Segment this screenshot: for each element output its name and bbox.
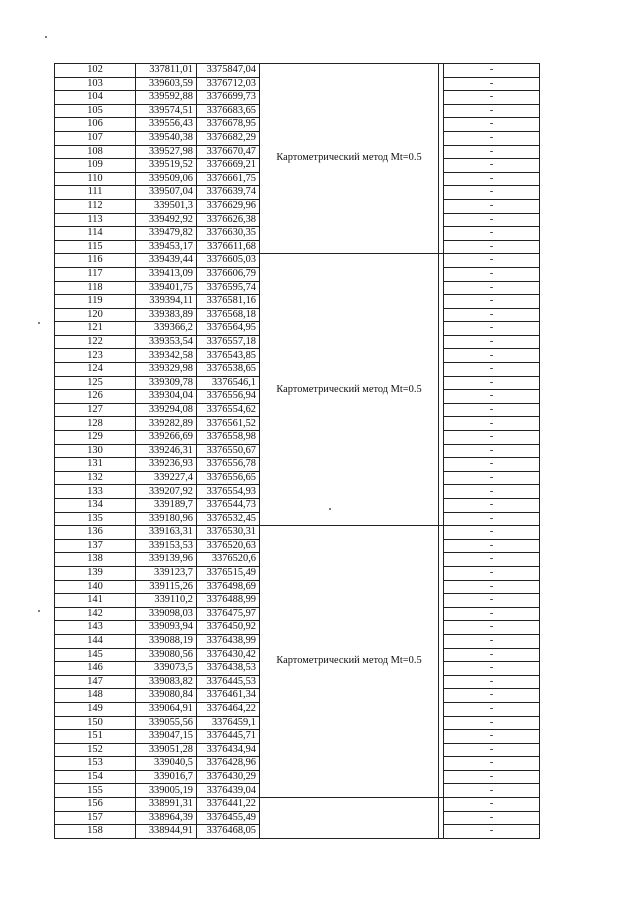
y-coordinate-cell: 3376538,65 xyxy=(197,363,260,377)
y-coordinate-cell: 3376544,73 xyxy=(197,499,260,513)
point-number-cell: 144 xyxy=(55,634,136,648)
x-coordinate-cell: 339394,11 xyxy=(136,295,197,309)
accuracy-cell: - xyxy=(444,580,540,594)
point-number-cell: 146 xyxy=(55,662,136,676)
point-number-cell: 119 xyxy=(55,295,136,309)
y-coordinate-cell: 3376530,31 xyxy=(197,526,260,540)
y-coordinate-cell: 3376561,52 xyxy=(197,417,260,431)
y-coordinate-cell: 3376520,6 xyxy=(197,553,260,567)
x-coordinate-cell: 338991,31 xyxy=(136,798,197,812)
accuracy-cell: - xyxy=(444,64,540,78)
point-number-cell: 111 xyxy=(55,186,136,200)
point-number-cell: 135 xyxy=(55,512,136,526)
x-coordinate-cell: 339246,31 xyxy=(136,444,197,458)
y-coordinate-cell: 3376543,85 xyxy=(197,349,260,363)
x-coordinate-cell: 339294,08 xyxy=(136,403,197,417)
x-coordinate-cell: 337811,01 xyxy=(136,64,197,78)
point-number-cell: 128 xyxy=(55,417,136,431)
point-number-cell: 113 xyxy=(55,213,136,227)
point-number-cell: 157 xyxy=(55,811,136,825)
point-number-cell: 145 xyxy=(55,648,136,662)
method-cell xyxy=(260,798,439,839)
point-number-cell: 150 xyxy=(55,716,136,730)
accuracy-cell: - xyxy=(444,770,540,784)
accuracy-cell: - xyxy=(444,485,540,499)
y-coordinate-cell: 3376488,99 xyxy=(197,594,260,608)
y-coordinate-cell: 3376461,34 xyxy=(197,689,260,703)
y-coordinate-cell: 3376699,73 xyxy=(197,91,260,105)
x-coordinate-cell: 339304,04 xyxy=(136,390,197,404)
accuracy-cell: - xyxy=(444,499,540,513)
y-coordinate-cell: 3375847,04 xyxy=(197,64,260,78)
y-coordinate-cell: 3376459,1 xyxy=(197,716,260,730)
scan-speck xyxy=(38,322,40,324)
y-coordinate-cell: 3376445,71 xyxy=(197,730,260,744)
x-coordinate-cell: 339309,78 xyxy=(136,376,197,390)
accuracy-cell: - xyxy=(444,417,540,431)
x-coordinate-cell: 339574,51 xyxy=(136,104,197,118)
accuracy-cell: - xyxy=(444,349,540,363)
accuracy-cell: - xyxy=(444,811,540,825)
y-coordinate-cell: 3376520,63 xyxy=(197,539,260,553)
point-number-cell: 143 xyxy=(55,621,136,635)
y-coordinate-cell: 3376430,29 xyxy=(197,770,260,784)
accuracy-cell: - xyxy=(444,390,540,404)
point-number-cell: 155 xyxy=(55,784,136,798)
accuracy-cell: - xyxy=(444,689,540,703)
y-coordinate-cell: 3376532,45 xyxy=(197,512,260,526)
accuracy-cell: - xyxy=(444,213,540,227)
accuracy-cell: - xyxy=(444,363,540,377)
x-coordinate-cell: 339051,28 xyxy=(136,743,197,757)
point-number-cell: 136 xyxy=(55,526,136,540)
y-coordinate-cell: 3376670,47 xyxy=(197,145,260,159)
accuracy-cell: - xyxy=(444,159,540,173)
point-number-cell: 158 xyxy=(55,825,136,839)
accuracy-cell: - xyxy=(444,743,540,757)
y-coordinate-cell: 3376606,79 xyxy=(197,267,260,281)
point-number-cell: 154 xyxy=(55,770,136,784)
x-coordinate-cell: 339088,19 xyxy=(136,634,197,648)
accuracy-cell: - xyxy=(444,431,540,445)
y-coordinate-cell: 3376568,18 xyxy=(197,308,260,322)
point-number-cell: 102 xyxy=(55,64,136,78)
y-coordinate-cell: 3376712,03 xyxy=(197,77,260,91)
y-coordinate-cell: 3376445,53 xyxy=(197,675,260,689)
point-number-cell: 153 xyxy=(55,757,136,771)
point-number-cell: 115 xyxy=(55,240,136,254)
x-coordinate-cell: 339592,88 xyxy=(136,91,197,105)
point-number-cell: 151 xyxy=(55,730,136,744)
y-coordinate-cell: 3376546,1 xyxy=(197,376,260,390)
accuracy-cell: - xyxy=(444,281,540,295)
x-coordinate-cell: 339266,69 xyxy=(136,431,197,445)
accuracy-cell: - xyxy=(444,675,540,689)
x-coordinate-cell: 339080,56 xyxy=(136,648,197,662)
point-number-cell: 121 xyxy=(55,322,136,336)
accuracy-cell: - xyxy=(444,471,540,485)
accuracy-cell: - xyxy=(444,376,540,390)
y-coordinate-cell: 3376430,42 xyxy=(197,648,260,662)
y-coordinate-cell: 3376564,95 xyxy=(197,322,260,336)
x-coordinate-cell: 339047,15 xyxy=(136,730,197,744)
point-number-cell: 142 xyxy=(55,607,136,621)
point-number-cell: 152 xyxy=(55,743,136,757)
method-cell: Картометрический метод Mt=0.5 xyxy=(260,526,439,798)
x-coordinate-cell: 339342,58 xyxy=(136,349,197,363)
x-coordinate-cell: 339093,94 xyxy=(136,621,197,635)
accuracy-cell: - xyxy=(444,295,540,309)
method-cell: Картометрический метод Mt=0.5 xyxy=(260,254,439,526)
y-coordinate-cell: 3376630,35 xyxy=(197,227,260,241)
accuracy-cell: - xyxy=(444,539,540,553)
x-coordinate-cell: 339207,92 xyxy=(136,485,197,499)
accuracy-cell: - xyxy=(444,825,540,839)
x-coordinate-cell: 339080,84 xyxy=(136,689,197,703)
y-coordinate-cell: 3376550,67 xyxy=(197,444,260,458)
x-coordinate-cell: 339413,09 xyxy=(136,267,197,281)
accuracy-cell: - xyxy=(444,662,540,676)
point-number-cell: 139 xyxy=(55,566,136,580)
accuracy-cell: - xyxy=(444,553,540,567)
y-coordinate-cell: 3376669,21 xyxy=(197,159,260,173)
y-coordinate-cell: 3376554,62 xyxy=(197,403,260,417)
point-number-cell: 134 xyxy=(55,499,136,513)
table-row xyxy=(55,254,540,268)
accuracy-cell: - xyxy=(444,186,540,200)
accuracy-cell: - xyxy=(444,607,540,621)
point-number-cell: 110 xyxy=(55,172,136,186)
y-coordinate-cell: 3376683,65 xyxy=(197,104,260,118)
y-coordinate-cell: 3376515,49 xyxy=(197,566,260,580)
accuracy-cell: - xyxy=(444,254,540,268)
point-number-cell: 112 xyxy=(55,199,136,213)
coordinates-table-body xyxy=(55,64,540,839)
point-number-cell: 149 xyxy=(55,702,136,716)
accuracy-cell: - xyxy=(444,118,540,132)
x-coordinate-cell: 339180,96 xyxy=(136,512,197,526)
accuracy-cell: - xyxy=(444,634,540,648)
point-number-cell: 148 xyxy=(55,689,136,703)
accuracy-cell: - xyxy=(444,594,540,608)
point-number-cell: 117 xyxy=(55,267,136,281)
accuracy-cell: - xyxy=(444,798,540,812)
y-coordinate-cell: 3376581,16 xyxy=(197,295,260,309)
x-coordinate-cell: 339123,7 xyxy=(136,566,197,580)
x-coordinate-cell: 339439,44 xyxy=(136,254,197,268)
accuracy-cell: - xyxy=(444,702,540,716)
point-number-cell: 130 xyxy=(55,444,136,458)
accuracy-cell: - xyxy=(444,730,540,744)
point-number-cell: 116 xyxy=(55,254,136,268)
accuracy-cell: - xyxy=(444,227,540,241)
accuracy-cell: - xyxy=(444,240,540,254)
point-number-cell: 124 xyxy=(55,363,136,377)
y-coordinate-cell: 3376438,99 xyxy=(197,634,260,648)
x-coordinate-cell: 339139,96 xyxy=(136,553,197,567)
x-coordinate-cell: 339005,19 xyxy=(136,784,197,798)
y-coordinate-cell: 3376611,68 xyxy=(197,240,260,254)
y-coordinate-cell: 3376439,04 xyxy=(197,784,260,798)
accuracy-cell: - xyxy=(444,335,540,349)
x-coordinate-cell: 339509,06 xyxy=(136,172,197,186)
x-coordinate-cell: 339098,03 xyxy=(136,607,197,621)
y-coordinate-cell: 3376475,97 xyxy=(197,607,260,621)
coordinates-table xyxy=(54,63,540,839)
method-cell: Картометрический метод Mt=0.5 xyxy=(260,64,439,254)
x-coordinate-cell: 339110,2 xyxy=(136,594,197,608)
y-coordinate-cell: 3376554,93 xyxy=(197,485,260,499)
point-number-cell: 120 xyxy=(55,308,136,322)
y-coordinate-cell: 3376455,49 xyxy=(197,811,260,825)
y-coordinate-cell: 3376464,22 xyxy=(197,702,260,716)
y-coordinate-cell: 3376639,74 xyxy=(197,186,260,200)
point-number-cell: 147 xyxy=(55,675,136,689)
point-number-cell: 137 xyxy=(55,539,136,553)
accuracy-cell: - xyxy=(444,104,540,118)
x-coordinate-cell: 339556,43 xyxy=(136,118,197,132)
accuracy-cell: - xyxy=(444,648,540,662)
accuracy-cell: - xyxy=(444,526,540,540)
x-coordinate-cell: 339383,89 xyxy=(136,308,197,322)
y-coordinate-cell: 3376441,22 xyxy=(197,798,260,812)
point-number-cell: 126 xyxy=(55,390,136,404)
point-number-cell: 114 xyxy=(55,227,136,241)
x-coordinate-cell: 339479,82 xyxy=(136,227,197,241)
x-coordinate-cell: 339453,17 xyxy=(136,240,197,254)
accuracy-cell: - xyxy=(444,77,540,91)
accuracy-cell: - xyxy=(444,512,540,526)
x-coordinate-cell: 339073,5 xyxy=(136,662,197,676)
y-coordinate-cell: 3376682,29 xyxy=(197,131,260,145)
x-coordinate-cell: 339603,59 xyxy=(136,77,197,91)
x-coordinate-cell: 339153,53 xyxy=(136,539,197,553)
x-coordinate-cell: 339492,92 xyxy=(136,213,197,227)
scan-speck xyxy=(45,36,47,38)
x-coordinate-cell: 339401,75 xyxy=(136,281,197,295)
y-coordinate-cell: 3376661,75 xyxy=(197,172,260,186)
point-number-cell: 106 xyxy=(55,118,136,132)
point-number-cell: 123 xyxy=(55,349,136,363)
point-number-cell: 109 xyxy=(55,159,136,173)
x-coordinate-cell: 339329,98 xyxy=(136,363,197,377)
point-number-cell: 122 xyxy=(55,335,136,349)
y-coordinate-cell: 3376626,38 xyxy=(197,213,260,227)
point-number-cell: 140 xyxy=(55,580,136,594)
x-coordinate-cell: 339083,82 xyxy=(136,675,197,689)
accuracy-cell: - xyxy=(444,566,540,580)
accuracy-cell: - xyxy=(444,199,540,213)
accuracy-cell: - xyxy=(444,91,540,105)
x-coordinate-cell: 339501,3 xyxy=(136,199,197,213)
point-number-cell: 103 xyxy=(55,77,136,91)
x-coordinate-cell: 338964,39 xyxy=(136,811,197,825)
accuracy-cell: - xyxy=(444,403,540,417)
accuracy-cell: - xyxy=(444,757,540,771)
x-coordinate-cell: 339016,7 xyxy=(136,770,197,784)
y-coordinate-cell: 3376556,65 xyxy=(197,471,260,485)
y-coordinate-cell: 3376558,98 xyxy=(197,431,260,445)
point-number-cell: 156 xyxy=(55,798,136,812)
x-coordinate-cell: 339507,04 xyxy=(136,186,197,200)
x-coordinate-cell: 339064,91 xyxy=(136,702,197,716)
x-coordinate-cell: 339055,56 xyxy=(136,716,197,730)
x-coordinate-cell: 339236,93 xyxy=(136,458,197,472)
x-coordinate-cell: 339519,52 xyxy=(136,159,197,173)
y-coordinate-cell: 3376605,03 xyxy=(197,254,260,268)
point-number-cell: 108 xyxy=(55,145,136,159)
table-row xyxy=(55,798,540,812)
y-coordinate-cell: 3376498,69 xyxy=(197,580,260,594)
x-coordinate-cell: 339163,31 xyxy=(136,526,197,540)
y-coordinate-cell: 3376556,94 xyxy=(197,390,260,404)
x-coordinate-cell: 339366,2 xyxy=(136,322,197,336)
scan-speck xyxy=(38,610,40,612)
point-number-cell: 141 xyxy=(55,594,136,608)
y-coordinate-cell: 3376557,18 xyxy=(197,335,260,349)
x-coordinate-cell: 339527,98 xyxy=(136,145,197,159)
point-number-cell: 104 xyxy=(55,91,136,105)
table-row xyxy=(55,526,540,540)
accuracy-cell: - xyxy=(444,716,540,730)
accuracy-cell: - xyxy=(444,267,540,281)
accuracy-cell: - xyxy=(444,458,540,472)
accuracy-cell: - xyxy=(444,131,540,145)
point-number-cell: 129 xyxy=(55,431,136,445)
accuracy-cell: - xyxy=(444,784,540,798)
y-coordinate-cell: 3376678,95 xyxy=(197,118,260,132)
y-coordinate-cell: 3376595,74 xyxy=(197,281,260,295)
point-number-cell: 133 xyxy=(55,485,136,499)
accuracy-cell: - xyxy=(444,145,540,159)
point-number-cell: 131 xyxy=(55,458,136,472)
x-coordinate-cell: 339282,89 xyxy=(136,417,197,431)
y-coordinate-cell: 3376629,96 xyxy=(197,199,260,213)
point-number-cell: 127 xyxy=(55,403,136,417)
accuracy-cell: - xyxy=(444,621,540,635)
y-coordinate-cell: 3376434,94 xyxy=(197,743,260,757)
y-coordinate-cell: 3376468,05 xyxy=(197,825,260,839)
point-number-cell: 138 xyxy=(55,553,136,567)
accuracy-cell: - xyxy=(444,172,540,186)
y-coordinate-cell: 3376450,92 xyxy=(197,621,260,635)
point-number-cell: 118 xyxy=(55,281,136,295)
point-number-cell: 132 xyxy=(55,471,136,485)
accuracy-cell: - xyxy=(444,444,540,458)
x-coordinate-cell: 339115,26 xyxy=(136,580,197,594)
accuracy-cell: - xyxy=(444,308,540,322)
x-coordinate-cell: 339040,5 xyxy=(136,757,197,771)
x-coordinate-cell: 339540,38 xyxy=(136,131,197,145)
x-coordinate-cell: 339227,4 xyxy=(136,471,197,485)
point-number-cell: 105 xyxy=(55,104,136,118)
point-number-cell: 107 xyxy=(55,131,136,145)
x-coordinate-cell: 338944,91 xyxy=(136,825,197,839)
accuracy-cell: - xyxy=(444,322,540,336)
x-coordinate-cell: 339189,7 xyxy=(136,499,197,513)
point-number-cell: 125 xyxy=(55,376,136,390)
y-coordinate-cell: 3376428,96 xyxy=(197,757,260,771)
y-coordinate-cell: 3376556,78 xyxy=(197,458,260,472)
y-coordinate-cell: 3376438,53 xyxy=(197,662,260,676)
x-coordinate-cell: 339353,54 xyxy=(136,335,197,349)
table-row xyxy=(55,64,540,78)
